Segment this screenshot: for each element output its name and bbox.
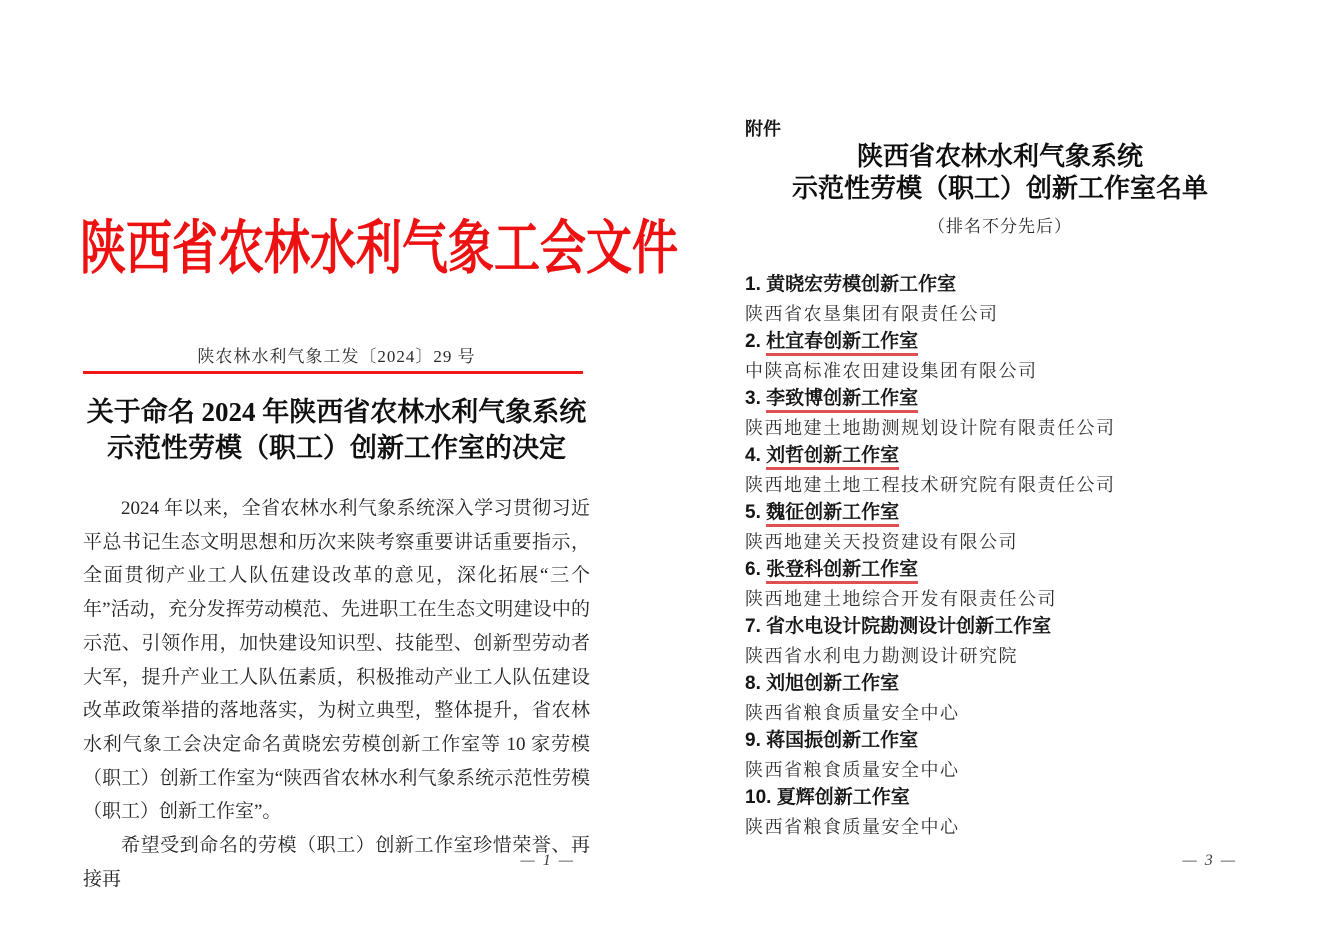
workshop-name: 张登科创新工作室 <box>766 559 918 584</box>
workshop-number: 8. <box>745 673 761 694</box>
attachment-label: 附件 <box>745 119 781 139</box>
body-paragraph-2: 希望受到命名的劳模（职工）创新工作室珍惜荣誉、再接再 <box>83 835 590 890</box>
workshop-number: 9. <box>745 730 761 751</box>
workshop-item <box>745 271 1257 328</box>
workshop-item <box>745 727 1257 784</box>
workshop-item <box>745 328 1257 385</box>
workshop-item <box>745 499 1257 556</box>
workshop-number: 3. <box>745 388 761 409</box>
page-number-left: — 1 — <box>520 852 575 869</box>
workshop-number: 7. <box>745 616 761 637</box>
workshop-company: 陕西省粮食质量安全中心 <box>745 702 960 723</box>
workshop-item <box>745 784 1257 841</box>
workshop-list <box>745 271 1257 841</box>
workshop-number: 4. <box>745 445 761 466</box>
document-title-line2: 示范性劳模（职工）创新工作室的决定 <box>107 433 566 463</box>
masthead-title: 陕西省农林水利气象工会文件 <box>80 215 678 281</box>
workshop-item <box>745 556 1257 613</box>
workshop-number: 1. <box>745 274 761 295</box>
workshop-name: 蒋国振创新工作室 <box>766 730 919 751</box>
page-number-right: — 3 — <box>1182 852 1237 869</box>
workshop-item <box>745 442 1257 499</box>
workshop-company: 陕西省农垦集团有限责任公司 <box>745 303 999 324</box>
list-title-line2: 示范性劳模（职工）创新工作室名单 <box>791 174 1208 203</box>
workshop-item <box>745 385 1257 442</box>
workshop-item <box>745 613 1257 670</box>
document-title <box>83 394 590 466</box>
workshop-company: 陕西地建土地综合开发有限责任公司 <box>745 588 1057 609</box>
workshop-name: 黄晓宏劳模创新工作室 <box>766 274 957 295</box>
list-title <box>745 141 1255 205</box>
workshop-company: 陕西地建关天投资建设有限公司 <box>745 531 1018 552</box>
workshop-number: 2. <box>745 331 761 352</box>
workshop-name: 刘哲创新工作室 <box>766 445 899 470</box>
workshop-name: 刘旭创新工作室 <box>766 673 900 694</box>
workshop-company: 陕西省粮食质量安全中心 <box>745 816 960 837</box>
workshop-company: 陕西省粮食质量安全中心 <box>745 759 960 780</box>
document-number: 陕农林水利气象工发〔2024〕29 号 <box>197 347 476 366</box>
workshop-name: 省水电设计院勘测设计创新工作室 <box>766 616 1052 637</box>
workshop-company: 陕西省水利电力勘测设计研究院 <box>745 645 1018 666</box>
workshop-number: 10. <box>745 787 772 808</box>
workshop-company: 陕西地建土地工程技术研究院有限责任公司 <box>745 474 1116 495</box>
document-title-line1: 关于命名 2024 年陕西省农林水利气象系统 <box>86 397 587 427</box>
red-separator-line <box>83 371 583 374</box>
workshop-company: 陕西地建土地勘测规划设计院有限责任公司 <box>745 417 1116 438</box>
workshop-name: 魏征创新工作室 <box>766 502 899 527</box>
workshop-company: 中陕高标准农田建设集团有限公司 <box>745 360 1038 381</box>
workshop-name: 李致博创新工作室 <box>766 388 918 413</box>
workshop-name: 夏辉创新工作室 <box>776 787 910 808</box>
document-body <box>83 492 590 896</box>
list-title-line1: 陕西省农林水利气象系统 <box>856 142 1143 171</box>
body-paragraph-1: 2024 年以来，全省农林水利气象系统深入学习贯彻习近平总书记生态文明思想和历次来陕考察重要讲话重要指示，全面贯彻产业工人队伍建设改革的意见，深化拓展“三个年”活动，充分发挥劳动模范、先进职工在生态文明建设中的示范、引领作用，加快建设知识型、技能型、创新型劳动者大军，提升产业工人队伍素质，积极推动产业工人队伍建设改革政策举措的落地落实，为树立典型，整体提升，省农林水利气象工会决定命名黄晓宏劳模创新工作室等 10 家劳模（职工）创新工作室为“陕西省农林水利气象系统示范性劳模（职工）创新工作室”。 <box>83 498 590 823</box>
list-subtitle: （排名不分先后） <box>928 217 1072 236</box>
workshop-name: 杜宜春创新工作室 <box>766 331 918 356</box>
workshop-item <box>745 670 1257 727</box>
workshop-number: 6. <box>745 559 761 580</box>
workshop-number: 5. <box>745 502 761 523</box>
